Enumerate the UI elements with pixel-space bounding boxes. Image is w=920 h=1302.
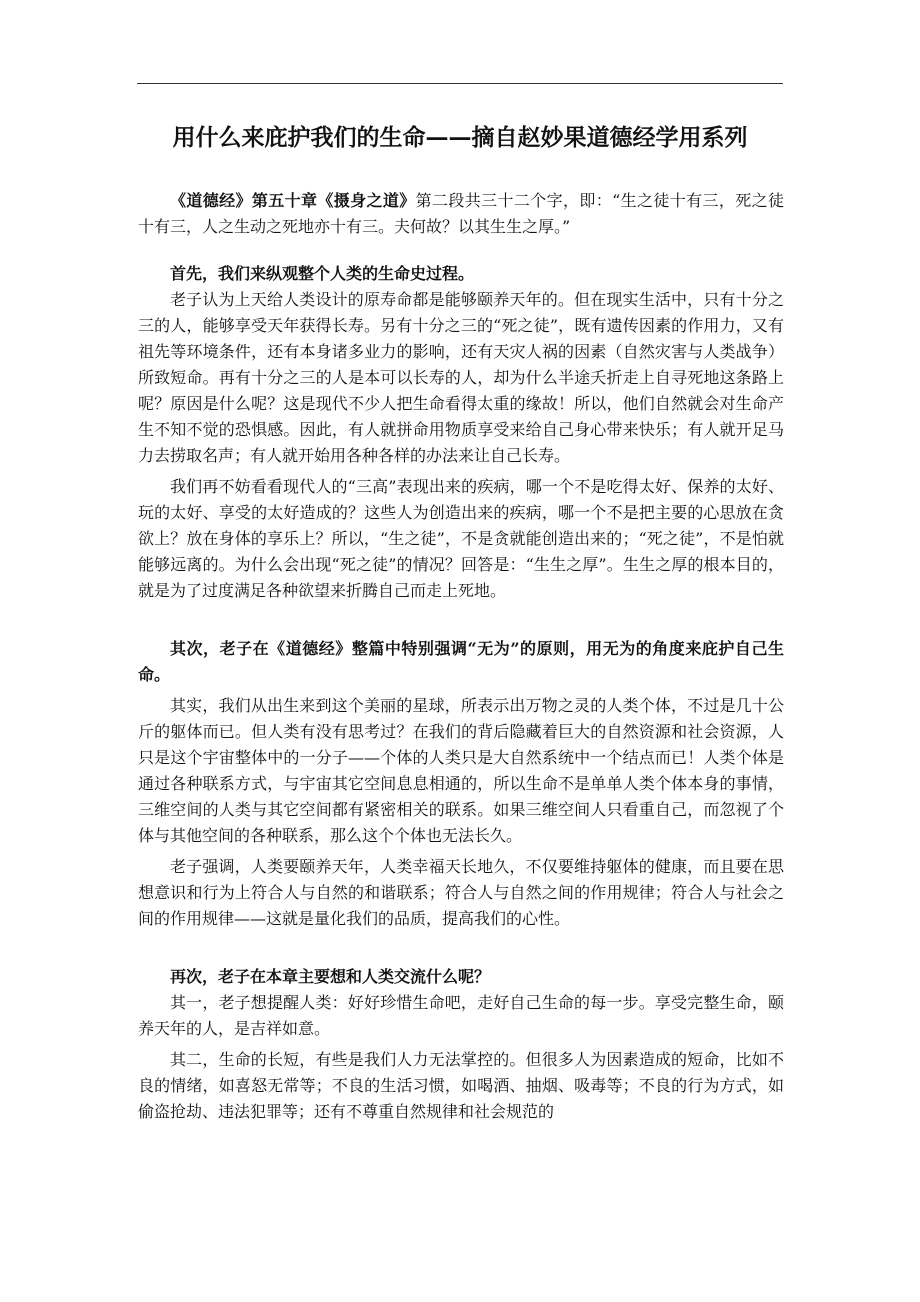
section-2-heading: 其次，老子在《道德经》整篇中特别强调“无为”的原则，用无为的角度来庇护自己生命。 [138, 639, 784, 684]
page-title: 用什么来庇护我们的生命——摘自赵妙果道德经学用系列 [172, 124, 748, 151]
section-1-heading: 首先，我们来纵观整个人类的生命史过程。 [170, 264, 475, 283]
section-3-paragraph-1: 其一，老子想提醒人类：好好珍惜生命吧，走好自己生命的每一步。享受完整生命，颐养天年的人，是吉祥如意。 [138, 993, 784, 1038]
document-body [138, 188, 784, 1125]
intro-text: 第二段共三十二个字，即：“生之徒十有三，死之徒十有三，人之生动之死地亦十有三。夫何故？以其生生之厚。” [138, 191, 784, 236]
intro-bold: 《道德经》第五十章《摄身之道》 [170, 191, 416, 210]
section-3-heading: 再次，老子在本章主要想和人类交流什么呢？ [170, 967, 491, 986]
section-2-paragraph-1: 其实，我们从出生来到这个美丽的星球，所表示出万物之灵的人类个体，不过是几十公斤的躯体而已。但人类有没有思考过？在我们的背后隐藏着巨大的自然资源和社会资源，人只是这个宇宙整体中的一分子——个体的人类只是大自然系统中一个结点而已！人类个体是通过各种联系方式，与宇宙其它空间息息相通的，所以生命不是单单人类个体本身的事情，三维空间的人类与其它空间都有紧密相关的联系。如果三维空间人只看重自己，而忽视了个体与其他空间的各种联系，那么这个个体也无法长久。 [138, 696, 784, 845]
header-rule [137, 83, 783, 84]
intro-paragraph [138, 188, 784, 240]
section-1-paragraph-1: 老子认为上天给人类设计的原寿命都是能够颐养天年的。但在现实生活中，只有十分之三的人，能够享受天年获得长寿。另有十分之三的“死之徒”，既有遗传因素的作用力，又有祖先等环境条件，还有本身诸多业力的影响，还有天灾人祸的因素（自然灾害与人类战争）所致短命。再有十分之三的人是本可以长寿的人，却为什么半途夭折走上自寻死地这条路上呢？原因是什么呢？这是现代不少人把生命看得太重的缘故！所以，他们自然就会对生命产生不知不觉的恐惧感。因此，有人就拼命用物质享受来给自己身心带来快乐；有人就开足马力去捞取名声；有人就开始用各种各样的办法来让自己长寿。 [138, 290, 784, 465]
section-2-paragraph-2: 老子强调，人类要颐养天年，人类幸福天长地久，不仅要维持躯体的健康，而且要在思想意识和行为上符合人与自然的和谐联系；符合人与自然之间的作用规律；符合人与社会之间的作用规律——这就是量化我们的品质，提高我们的心性。 [138, 857, 784, 928]
section-3-paragraph-2: 其二，生命的长短，有些是我们人力无法掌控的。但很多人为因素造成的短命，比如不良的情绪，如喜怒无常等；不良的生活习惯，如喝酒、抽烟、吸毒等；不良的行为方式，如偷盗抢劫、违法犯罪等；还有不尊重自然规律和社会规范的 [138, 1050, 784, 1121]
section-1-paragraph-2: 我们再不妨看看现代人的“三高”表现出来的疾病，哪一个不是吃得太好、保养的太好、玩的太好、享受的太好造成的？这些人为创造出来的疾病，哪一个不是把主要的心思放在贪欲上？放在身体的享乐上？所以，“生之徒”，不是贪就能创造出来的；“死之徒”，不是怕就能够远离的。为什么会出现“死之徒”的情况？回答是：“生生之厚”。生生之厚的根本目的，就是为了过度满足各种欲望来折腾自己而走上死地。 [138, 477, 784, 600]
